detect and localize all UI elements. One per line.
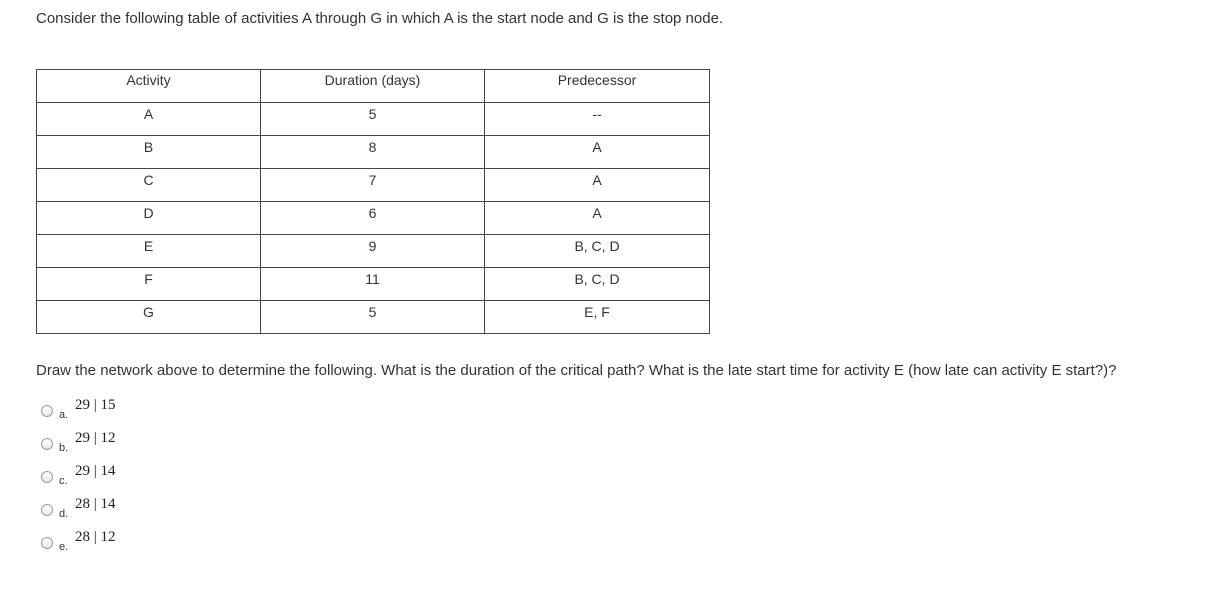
table-row bbox=[37, 235, 710, 268]
cell-duration: 7 bbox=[261, 169, 485, 202]
option-c-text: 29 | 14 bbox=[75, 463, 116, 479]
option-a-letter: a. bbox=[59, 409, 69, 421]
header-duration: Duration (days) bbox=[261, 70, 485, 103]
option-c[interactable] bbox=[40, 460, 200, 493]
cell-duration: 5 bbox=[261, 301, 485, 334]
table-row bbox=[37, 103, 710, 136]
option-a-radio[interactable] bbox=[41, 405, 53, 417]
answer-options bbox=[40, 394, 200, 559]
cell-predecessor: A bbox=[485, 136, 710, 169]
cell-predecessor: A bbox=[485, 169, 710, 202]
cell-duration: 6 bbox=[261, 202, 485, 235]
option-b-text: 29 | 12 bbox=[75, 430, 116, 446]
option-b-radio[interactable] bbox=[41, 438, 53, 450]
cell-activity: E bbox=[37, 235, 261, 268]
activity-table bbox=[36, 69, 710, 334]
option-e[interactable] bbox=[40, 526, 200, 559]
cell-predecessor: -- bbox=[485, 103, 710, 136]
cell-predecessor: B, C, D bbox=[485, 268, 710, 301]
option-b[interactable] bbox=[40, 427, 200, 460]
cell-predecessor: A bbox=[485, 202, 710, 235]
option-e-radio[interactable] bbox=[41, 537, 53, 549]
table-row bbox=[37, 169, 710, 202]
option-d-letter: d. bbox=[59, 508, 69, 520]
header-activity: Activity bbox=[37, 70, 261, 103]
question-text: Draw the network above to determine the following. What is the duration of the critical path? What is the late start time for activity E (how late can activity E start?)? bbox=[36, 362, 1117, 379]
cell-activity: C bbox=[37, 169, 261, 202]
option-c-letter: c. bbox=[59, 475, 68, 487]
option-a[interactable] bbox=[40, 394, 200, 427]
option-e-text: 28 | 12 bbox=[75, 529, 116, 545]
option-d-text: 28 | 14 bbox=[75, 496, 116, 512]
table-row bbox=[37, 202, 710, 235]
table-row bbox=[37, 268, 710, 301]
cell-activity: A bbox=[37, 103, 261, 136]
cell-activity: B bbox=[37, 136, 261, 169]
option-e-letter: e. bbox=[59, 541, 69, 553]
cell-predecessor: B, C, D bbox=[485, 235, 710, 268]
option-d-radio[interactable] bbox=[41, 504, 53, 516]
option-c-radio[interactable] bbox=[41, 471, 53, 483]
cell-predecessor: E, F bbox=[485, 301, 710, 334]
cell-activity: D bbox=[37, 202, 261, 235]
cell-duration: 11 bbox=[261, 268, 485, 301]
cell-activity: F bbox=[37, 268, 261, 301]
cell-duration: 5 bbox=[261, 103, 485, 136]
option-d[interactable] bbox=[40, 493, 200, 526]
cell-activity: G bbox=[37, 301, 261, 334]
header-predecessor: Predecessor bbox=[485, 70, 710, 103]
option-a-text: 29 | 15 bbox=[75, 397, 116, 413]
option-b-letter: b. bbox=[59, 442, 69, 454]
cell-duration: 8 bbox=[261, 136, 485, 169]
intro-text: Consider the following table of activities A through G in which A is the start node and G is the stop node. bbox=[36, 10, 724, 27]
table-header-row bbox=[37, 70, 710, 103]
table-row bbox=[37, 301, 710, 334]
table-row bbox=[37, 136, 710, 169]
cell-duration: 9 bbox=[261, 235, 485, 268]
